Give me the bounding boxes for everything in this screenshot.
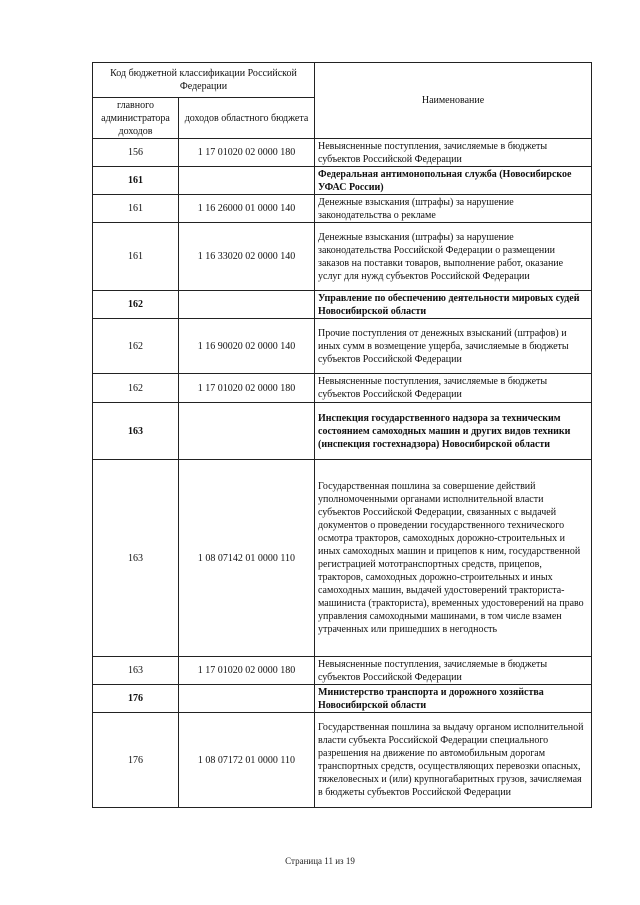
income-code-cell <box>179 167 315 195</box>
table-row <box>93 291 592 319</box>
name-cell: Государственная пошлина за совершение действий уполномоченными органами исполнительной власти субъектов Российской Федерации, связанных с выдачей документов о проведении государственного технического осмотра тракторов, самоходных дорожно-строительных и иных самоходных машин и прицепов к ним, государственной регистрацией мототранспортных средств, прицепов, тракторов, самоходных дорожно-строительных и иных самоходных машин, выдачей удостоверений тракториста-машиниста (тракториста), временных удостоверений на право управления самоходными машинами, в том числе взамен утраченных или пришедших в негодность <box>315 460 592 657</box>
income-code-cell: 1 17 01020 02 0000 180 <box>179 374 315 403</box>
header-name: Наименование <box>315 63 592 139</box>
table-row <box>93 657 592 685</box>
admin-code-cell: 162 <box>93 319 179 374</box>
name-cell: Управление по обеспечению деятельности мировых судей Новосибирской области <box>315 291 592 319</box>
admin-code-cell: 163 <box>93 657 179 685</box>
income-code-cell: 1 08 07142 01 0000 110 <box>179 460 315 657</box>
income-code-cell <box>179 685 315 713</box>
table-header <box>93 63 592 139</box>
table-body <box>93 139 592 808</box>
admin-code-cell: 161 <box>93 223 179 291</box>
table-row <box>93 374 592 403</box>
admin-code-cell: 176 <box>93 713 179 808</box>
table-row <box>93 403 592 460</box>
name-cell: Денежные взыскания (штрафы) за нарушение законодательства о рекламе <box>315 195 592 223</box>
header-income: доходов областного бюджета <box>179 98 315 139</box>
name-cell: Государственная пошлина за выдачу органом исполнительной власти субъекта Российской Федерации специального разрешения на движение по автомобильным дорогам транспортных средств, осуществляющих перевозки опасных, тяжеловесных и (или) крупногабаритных грузов, зачисляемая в бюджеты субъектов Российской Федерации <box>315 713 592 808</box>
income-code-cell: 1 16 33020 02 0000 140 <box>179 223 315 291</box>
table-row <box>93 685 592 713</box>
admin-code-cell: 162 <box>93 374 179 403</box>
income-code-cell <box>179 291 315 319</box>
header-code-group: Код бюджетной классификации Российской Федерации <box>93 63 315 98</box>
table-row <box>93 460 592 657</box>
name-cell: Невыясненные поступления, зачисляемые в бюджеты субъектов Российской Федерации <box>315 374 592 403</box>
name-cell: Невыясненные поступления, зачисляемые в бюджеты субъектов Российской Федерации <box>315 139 592 167</box>
income-code-cell: 1 16 26000 01 0000 140 <box>179 195 315 223</box>
admin-code-cell: 176 <box>93 685 179 713</box>
income-code-cell: 1 08 07172 01 0000 110 <box>179 713 315 808</box>
income-code-cell: 1 16 90020 02 0000 140 <box>179 319 315 374</box>
admin-code-cell: 161 <box>93 167 179 195</box>
table-row <box>93 319 592 374</box>
name-cell: Федеральная антимонопольная служба (Новосибирское УФАС России) <box>315 167 592 195</box>
name-cell: Инспекция государственного надзора за техническим состоянием самоходных машин и других видов техники (инспекция гостехнадзора) Новосибирской области <box>315 403 592 460</box>
income-code-cell <box>179 403 315 460</box>
income-code-cell: 1 17 01020 02 0000 180 <box>179 139 315 167</box>
admin-code-cell: 163 <box>93 403 179 460</box>
name-cell: Прочие поступления от денежных взысканий (штрафов) и иных сумм в возмещение ущерба, зачисляемые в бюджеты субъектов Российской Федерации <box>315 319 592 374</box>
header-admin: главного администратора доходов <box>93 98 179 139</box>
name-cell: Денежные взыскания (штрафы) за нарушение законодательства Российской Федерации о размещении заказов на поставки товаров, выполнение работ, оказание услуг для нужд субъектов Российской Федерации <box>315 223 592 291</box>
table-row <box>93 167 592 195</box>
name-cell: Невыясненные поступления, зачисляемые в бюджеты субъектов Российской Федерации <box>315 657 592 685</box>
income-code-cell: 1 17 01020 02 0000 180 <box>179 657 315 685</box>
table-row <box>93 139 592 167</box>
budget-classification-table <box>92 62 592 808</box>
table-row <box>93 713 592 808</box>
admin-code-cell: 156 <box>93 139 179 167</box>
admin-code-cell: 162 <box>93 291 179 319</box>
name-cell: Министерство транспорта и дорожного хозяйства Новосибирской области <box>315 685 592 713</box>
table-row <box>93 223 592 291</box>
admin-code-cell: 161 <box>93 195 179 223</box>
page-number: Страница 11 из 19 <box>285 856 355 866</box>
admin-code-cell: 163 <box>93 460 179 657</box>
table-row <box>93 195 592 223</box>
